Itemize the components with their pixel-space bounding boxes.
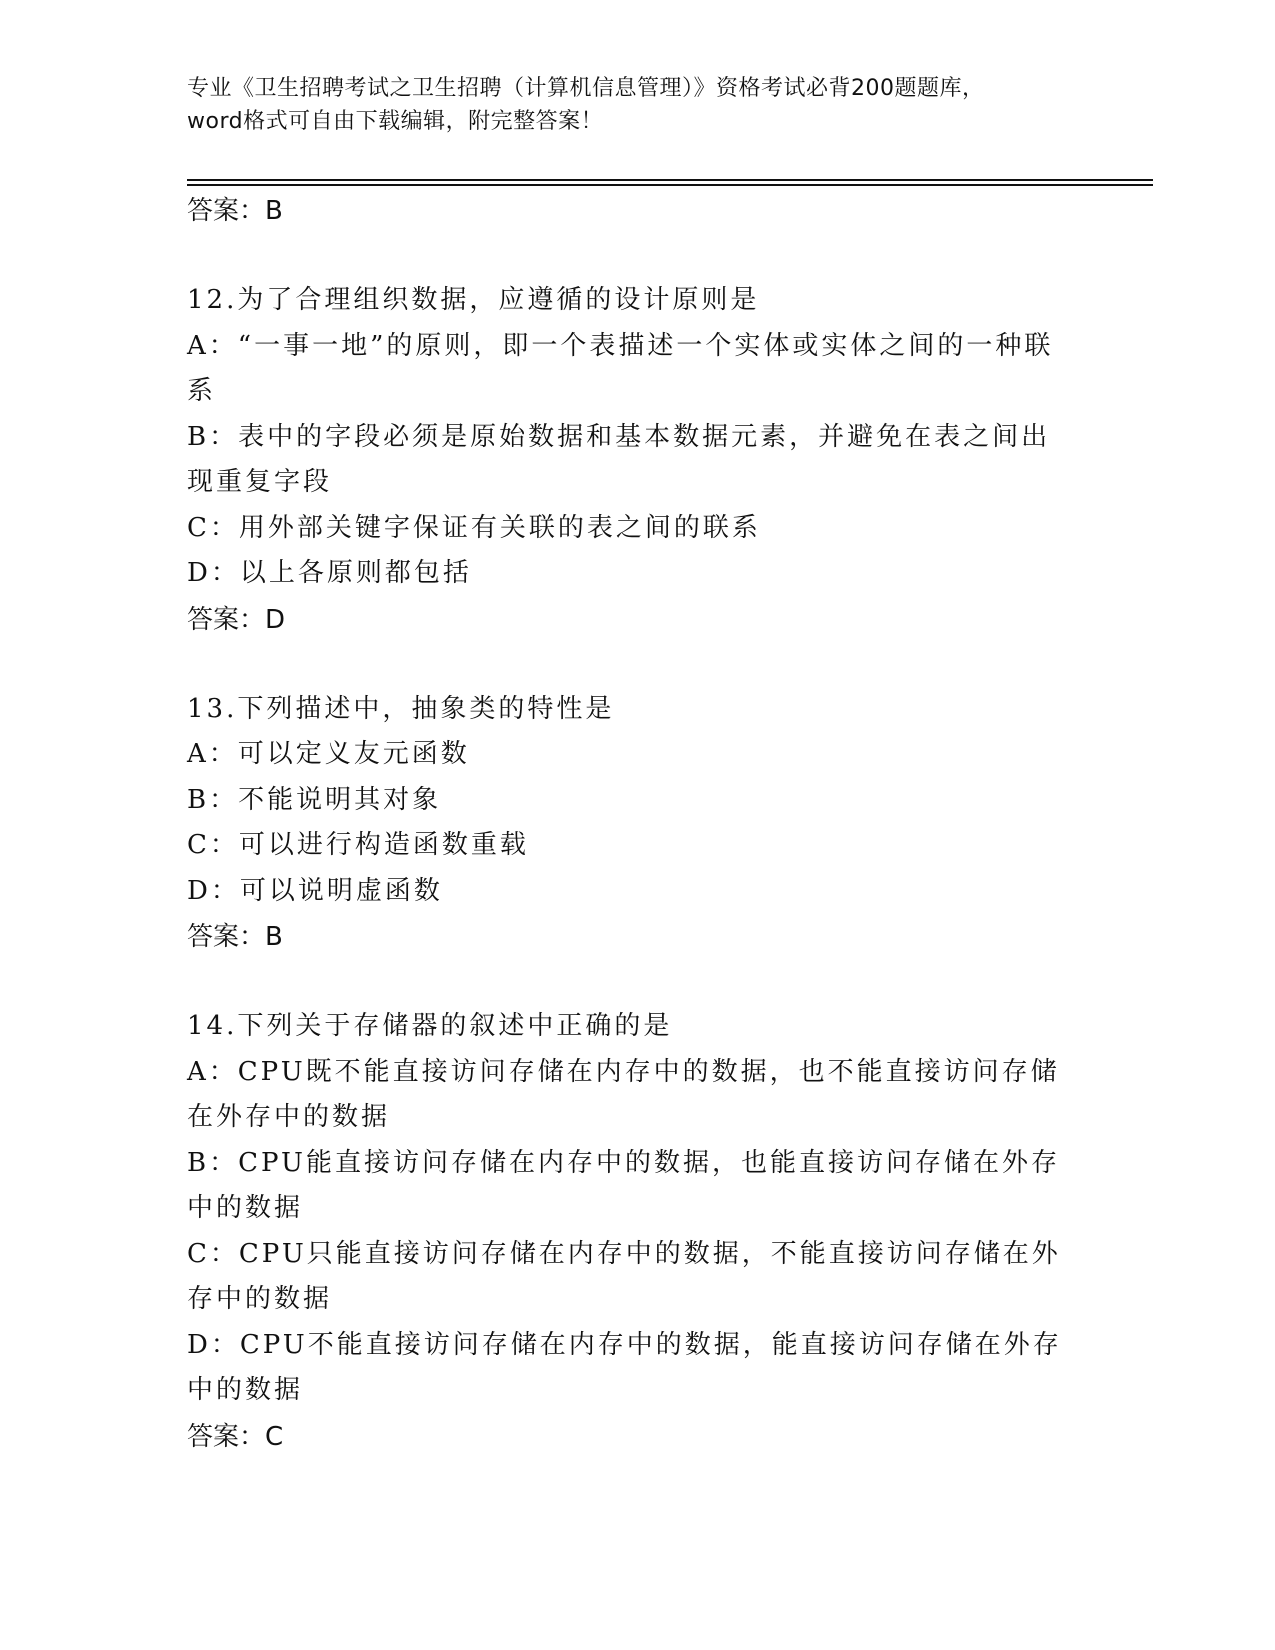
option-c: C：CPU只能直接访问存储在内存中的数据，不能直接访问存储在外存中的数据 bbox=[187, 1238, 1061, 1314]
question-item bbox=[187, 278, 1087, 643]
option-b: B：不能说明其对象 bbox=[187, 784, 442, 815]
question-stem: 12.为了合理组织数据，应遵循的设计原则是 bbox=[187, 285, 760, 315]
question-list bbox=[187, 188, 1087, 1460]
option-d: D：以上各原则都包括 bbox=[187, 558, 472, 588]
option-c: C：用外部关键字保证有关联的表之间的联系 bbox=[187, 512, 761, 543]
question-item bbox=[187, 687, 1087, 961]
header-divider-top bbox=[187, 179, 1153, 181]
question-stem: 14.下列关于存储器的叙述中正确的是 bbox=[187, 1011, 673, 1041]
option-c: C：可以进行构造函数重载 bbox=[187, 830, 529, 860]
header-divider-bottom bbox=[187, 184, 1153, 186]
header-line-1: 专业《卫生招聘考试之卫生招聘（计算机信息管理）》资格考试必背200题题库， bbox=[187, 76, 985, 101]
answer-line: 答案：D bbox=[187, 604, 286, 635]
header-line-2: word格式可自由下载编辑，附完整答案！ bbox=[187, 109, 604, 134]
option-d: D：CPU不能直接访问存储在内存中的数据，能直接访问存储在外存中的数据 bbox=[187, 1329, 1062, 1405]
answer-line: 答案：B bbox=[187, 196, 283, 226]
option-a: A：可以定义友元函数 bbox=[187, 739, 470, 769]
option-a: A：“一事一地”的原则，即一个表描述一个实体或实体之间的一种联系 bbox=[187, 330, 1054, 406]
option-a: A：CPU既不能直接访问存储在内存中的数据，也不能直接访问存储在外存中的数据 bbox=[187, 1056, 1060, 1132]
answer-line: 答案：C bbox=[187, 1421, 284, 1452]
answer-line: 答案：B bbox=[187, 922, 283, 952]
question-item bbox=[187, 1004, 1087, 1460]
option-b: B：表中的字段必须是原始数据和基本数据元素，并避免在表之间出现重复字段 bbox=[187, 421, 1051, 497]
option-b: B：CPU能直接访问存储在内存中的数据，也能直接访问存储在外存中的数据 bbox=[187, 1147, 1060, 1223]
question-stem: 13.下列描述中，抽象类的特性是 bbox=[187, 693, 615, 724]
option-d: D：可以说明虚函数 bbox=[187, 875, 443, 906]
document-header bbox=[187, 72, 1087, 138]
